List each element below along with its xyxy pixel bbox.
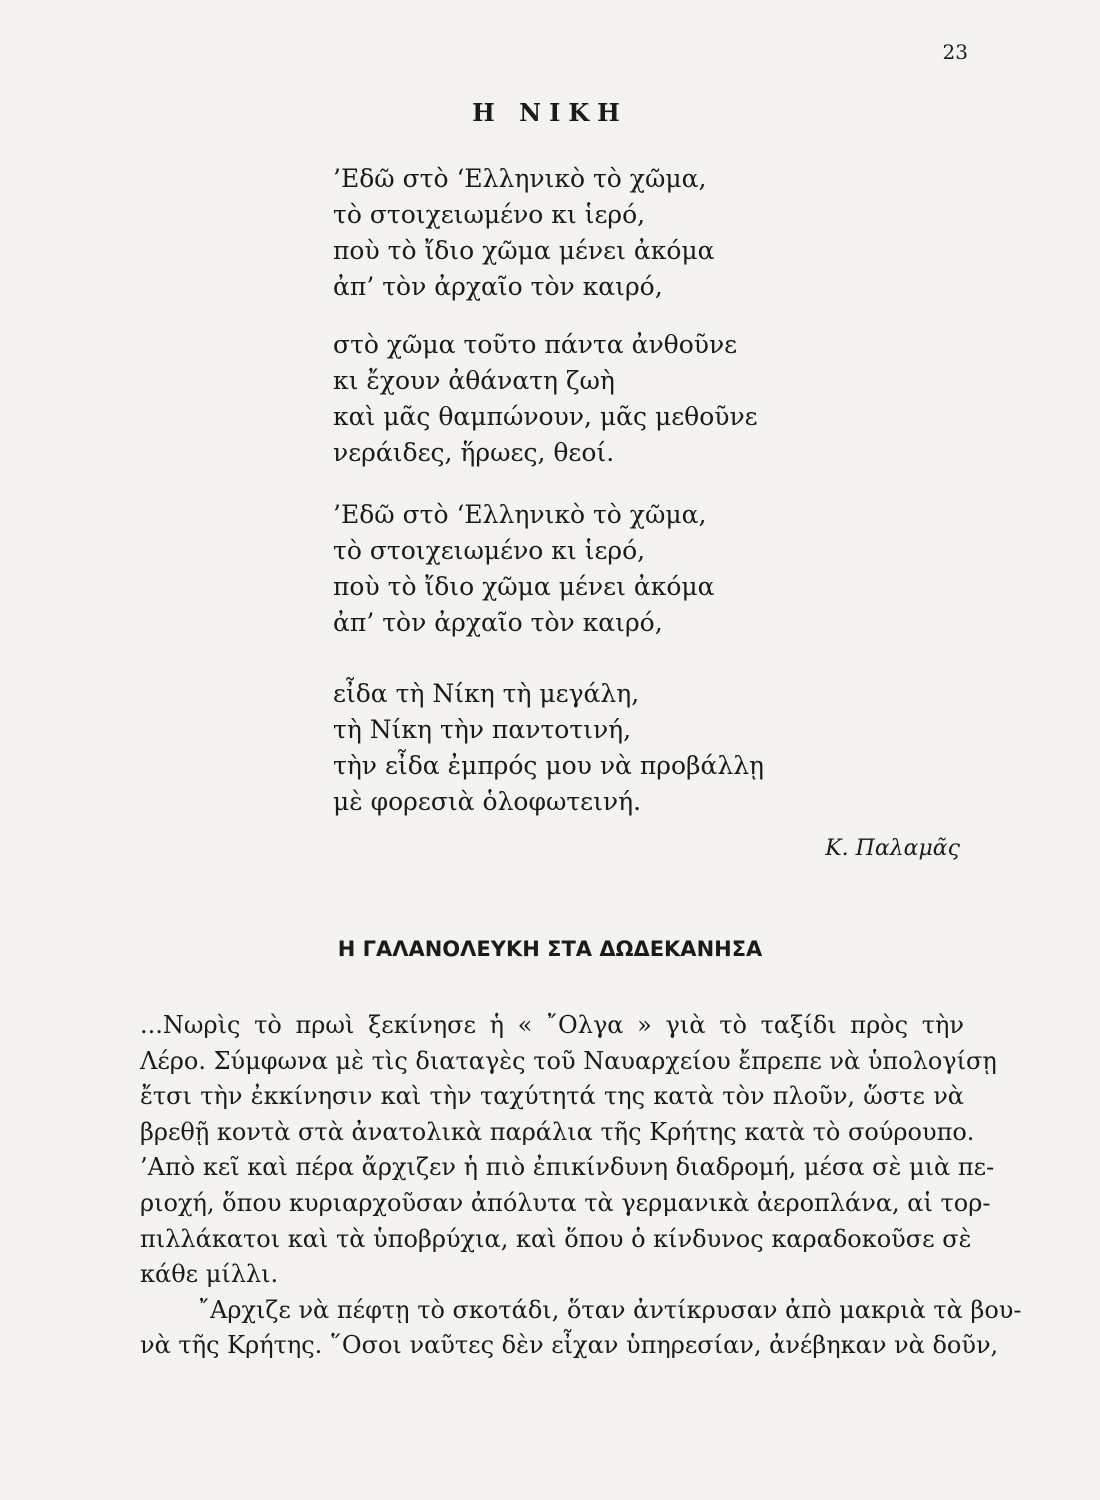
poem-line: καὶ μᾶς θαμπώνουν, μᾶς μεθοῦνε: [333, 402, 758, 431]
prose-line: κάθε μίλλι.: [140, 1260, 279, 1289]
prose-line: νὰ τῆς Κρήτης. ῞Οσοι ναῦτες δὲν εἶχαν ὑπηρεσίαν, ἀνέβηκαν νὰ δοῦν,: [140, 1331, 999, 1360]
poem-line: στὸ χῶμα τοῦτο πάντα ἀνθοῦνε: [333, 330, 738, 359]
prose-line: Λέρο. Σύμφωνα μὲ τὶς διαταγὲς τοῦ Ναυαρχείου ἔπρεπε νὰ ὑπολογίσῃ: [140, 1046, 997, 1075]
poem-line: ποὺ τὸ ἴδιο χῶμα μένει ἀκόμα: [333, 572, 715, 601]
prose-body: [140, 1008, 1022, 1364]
prose-line: ἔτσι τὴν ἐκκίνησιν καὶ τὴν ταχύτητά της κατὰ τὸν πλοῦν, ὥστε νὰ: [140, 1082, 964, 1111]
poem-title: Η ΝΙΚΗ: [472, 98, 628, 127]
section-heading: Η ΓΑΛΑΝΟΛΕΥΚΗ ΣΤΑ ΔΩΔΕΚΑΝΗΣΑ: [337, 937, 763, 961]
poem-line: τὴν εἶδα ἐμπρός μου νὰ προβάλλῃ: [333, 751, 765, 780]
poem-author: Κ. Παλαμᾶς: [825, 836, 960, 861]
poem-line: εἶδα τὴ Νίκη τὴ μεγάλη,: [333, 679, 640, 708]
poem-line: ἀπ’ τὸν ἀρχαῖο τὸν καιρό,: [333, 608, 663, 637]
poem-line: ’Εδῶ στὸ ‘Ελληνικὸ τὸ χῶμα,: [333, 500, 707, 529]
poem-stanza: [333, 676, 764, 820]
prose-line: βρεθῇ κοντὰ στὰ ἀνατολικὰ παράλια τῆς Κρήτης κατὰ τὸ σούρουπο.: [140, 1117, 975, 1146]
poem-line: τὴ Νίκη τὴν παντοτινή,: [333, 715, 632, 744]
poem-line: ’Εδῶ στὸ ‘Ελληνικὸ τὸ χῶμα,: [333, 164, 707, 193]
poem-line: ἀπ’ τὸν ἀρχαῖο τὸν καιρό,: [333, 272, 663, 301]
page-number: 23: [942, 40, 968, 64]
poem-line: νεράιδες, ἥρωες, θεοί.: [333, 438, 615, 467]
prose-line: ’Απὸ κεῖ καὶ πέρα ἄρχιζεν ἡ πιὸ ἐπικίνδυνη διαδρομή, μέσα σὲ μιὰ πε-: [140, 1153, 995, 1182]
prose-line: ριοχή, ὅπου κυριαρχοῦσαν ἀπόλυτα τὰ γερμανικὰ ἀεροπλάνα, αἱ τορ-: [140, 1188, 991, 1217]
poem-line: μὲ φορεσιὰ ὁλοφωτεινή.: [333, 787, 642, 816]
poem-line: τὸ στοιχειωμένο κι ἱερό,: [333, 536, 646, 565]
prose-line: ...Νωρὶς τὸ πρωὶ ξεκίνησε ἡ « ῎Ολγα » γιὰ τὸ ταξίδι πρὸς τὴν: [140, 1011, 964, 1039]
poem-line: κι ἔχουν ἀθάνατη ζωὴ: [333, 366, 615, 395]
poem-line: τὸ στοιχειωμένο κι ἱερό,: [333, 200, 646, 229]
poem-line: ποὺ τὸ ἴδιο χῶμα μένει ἀκόμα: [333, 236, 715, 265]
poem-stanza: [333, 327, 758, 471]
prose-line: πιλλάκατοι καὶ τὰ ὑποβρύχια, καὶ ὅπου ὁ κίνδυνος καραδοκοῦσε σὲ: [140, 1224, 972, 1253]
prose-line: ῎Αρχιζε νὰ πέφτῃ τὸ σκοτάδι, ὅταν ἀντίκρυσαν ἀπὸ μακριὰ τὰ βου-: [198, 1295, 1022, 1324]
poem-stanza: [333, 497, 715, 641]
poem-stanza: [333, 161, 715, 305]
